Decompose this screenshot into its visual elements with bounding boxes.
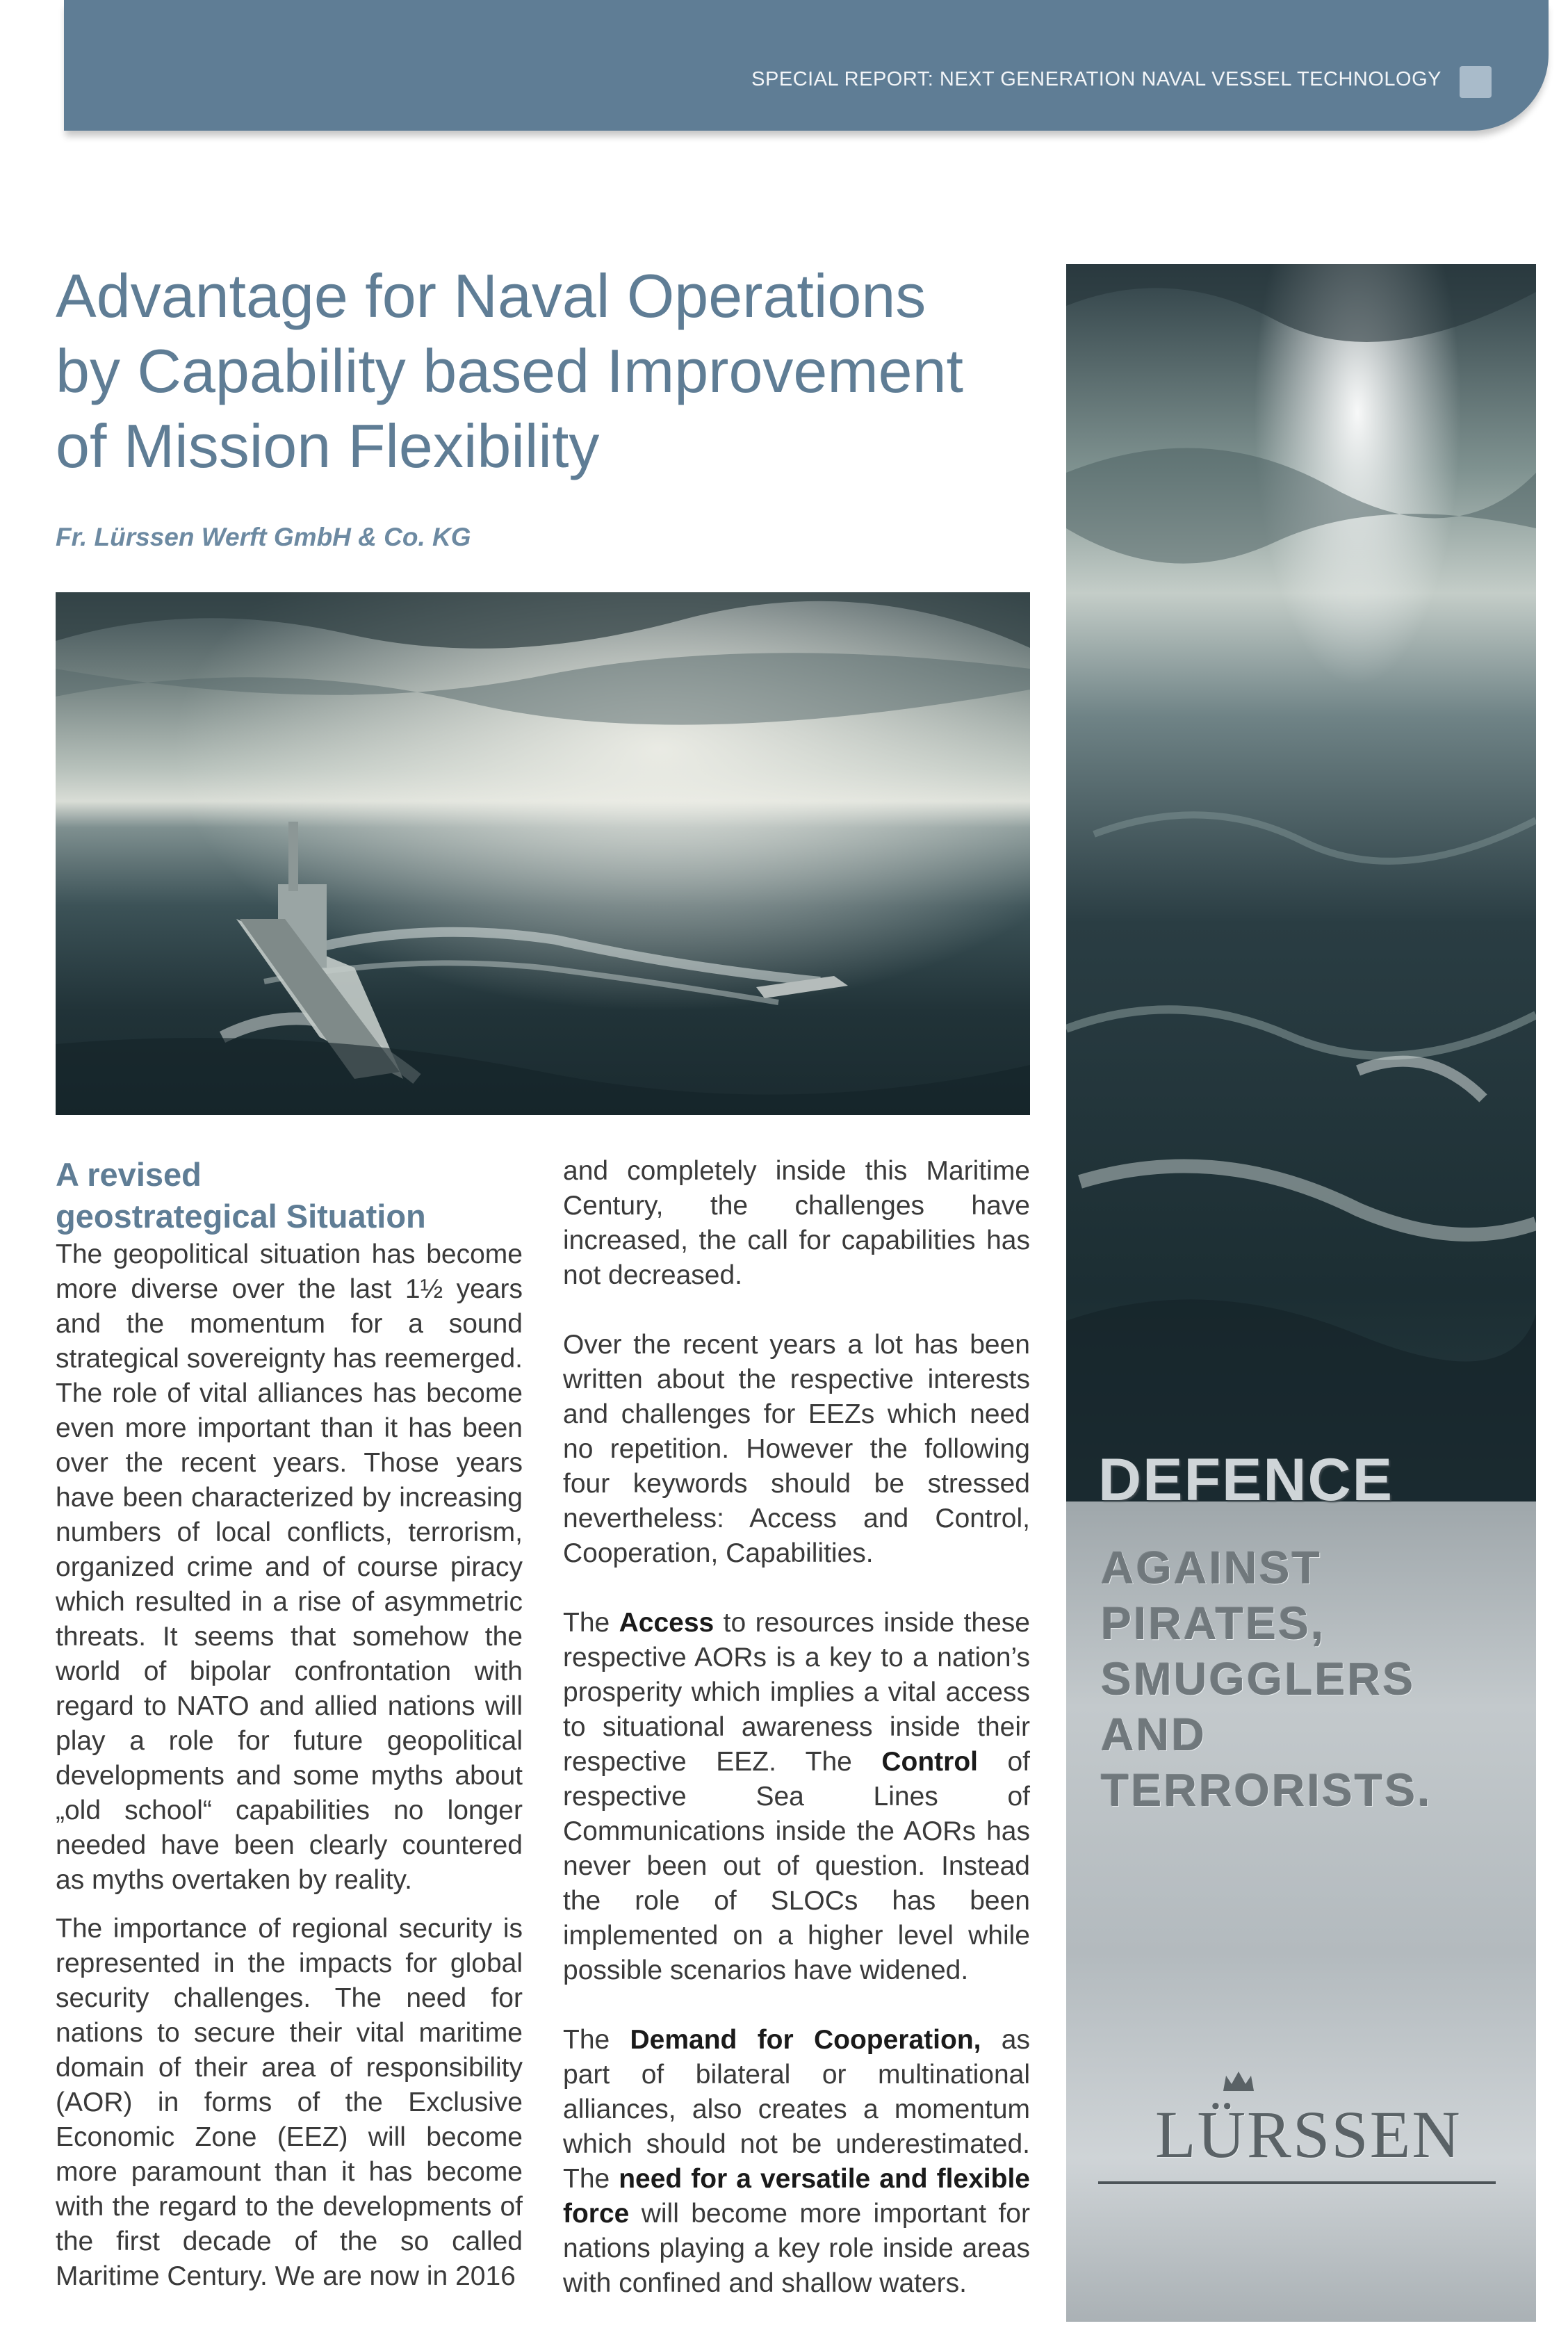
ad-slogan-line: SMUGGLERS [1101,1653,1416,1704]
header-square-marker [1460,66,1492,98]
text-run: will become more important for nations playing a key role inside areas with confined and shallow waters. [563,2199,1030,2298]
section-label: SPECIAL REPORT: NEXT GENERATION NAVAL VESSEL TECHNOLOGY [751,68,1442,90]
article-author: Fr. Lürssen Werft GmbH & Co. KG [56,523,471,551]
title-line: of Mission Flexibility [56,412,600,480]
text-run: as part of bilateral or multinational alliances, also creates a momentum which should not be underestimated. The [563,2025,1030,2194]
body-paragraph: The geopolitical situation has become more diverse over the last 1½ years and the momentum for a sound strategical sovereignty has reemerged. The role of vital alliances has become even more important than it has been over the recent years. Those years have been characterized by increasing numbers of local conflicts, terrorism, organized crime and of course piracy which resulted in a rise of asymmetric threats. It seems that somehow the world of bipolar confrontation with regard to NATO and allied nations will play a role for future geopolitical developments and some myths about „old school“ capabilities no longer needed have been clearly countered as myths overtaken by reality. [56,1239,523,1895]
keyword-versatile-force: need for a versatile and flexible force [563,2164,1030,2229]
lurssen-advertisement [1066,264,1536,2322]
body-paragraph-access-control [563,1606,1030,1988]
crown-logo-icon [1222,2070,1255,2094]
article-title [56,259,987,484]
article-column-left [56,1154,523,2294]
text-run: The [563,1608,619,1638]
hero-photo-naval-vessel [56,592,1030,1115]
text-run: The [563,2025,630,2055]
ad-slogan-line: PIRATES, [1101,1597,1326,1649]
section-heading [56,1154,523,1237]
keyword-access: Access [619,1608,714,1638]
brand-underline [1098,2181,1496,2184]
report-header-band [64,0,1549,131]
vessel-photo-illustration [56,592,1030,1115]
section-heading-line: A revised [56,1156,202,1193]
section-heading-line: geostrategical Situation [56,1198,426,1235]
stormy-sea-illustration [1066,264,1536,1501]
ad-slogan-line: AND [1101,1709,1207,1760]
brand-logo-text: LÜRSSEN [1155,2097,1462,2172]
ad-slogan-line: AGAINST [1101,1542,1322,1593]
body-paragraph: The importance of regional security is represented in the impacts for global security challenges. The need for nations to secure their vital maritime domain of their area of responsibility (AOR) in forms of the Exclusive Economic Zone (EEZ) will become more paramount than it has become with the regard to the developments of the first decade of the so called Maritime Century. We are now in 2016 [56,1914,523,2291]
body-paragraph: and completely inside this Maritime Century, the challenges have increased, the call for capabilities has not decreased. [563,1156,1030,1290]
ad-headline: DEFENCE [1098,1447,1394,1513]
title-line: by Capability based Improvement [56,336,963,405]
text-run: of respective Sea Lines of Communications inside the AORs has never been out of question. Instead the role of SLOCs has been implemented on a higher level while possible scenarios have widened. [563,1747,1030,1985]
title-line: Advantage for Naval Operations [56,261,926,330]
body-paragraph: Over the recent years a lot has been written about the respective interests and challenges for EEZs which need no repetition. However the following four keywords should be stressed nevertheless: Access and Control, Cooperation, Capabilities. [563,1330,1030,1568]
keyword-control: Control [881,1747,978,1777]
text-run: to resources inside these respective AORs is a key to a nation’s prosperity which implies a vital access to situational awareness inside their respective EEZ. The [563,1608,1030,1777]
article-column-right [563,1154,1030,2301]
body-paragraph-cooperation [563,2023,1030,2301]
ad-slogan-line: TERRORISTS. [1101,1764,1432,1816]
keyword-cooperation: Demand for Cooperation, [630,2025,981,2055]
